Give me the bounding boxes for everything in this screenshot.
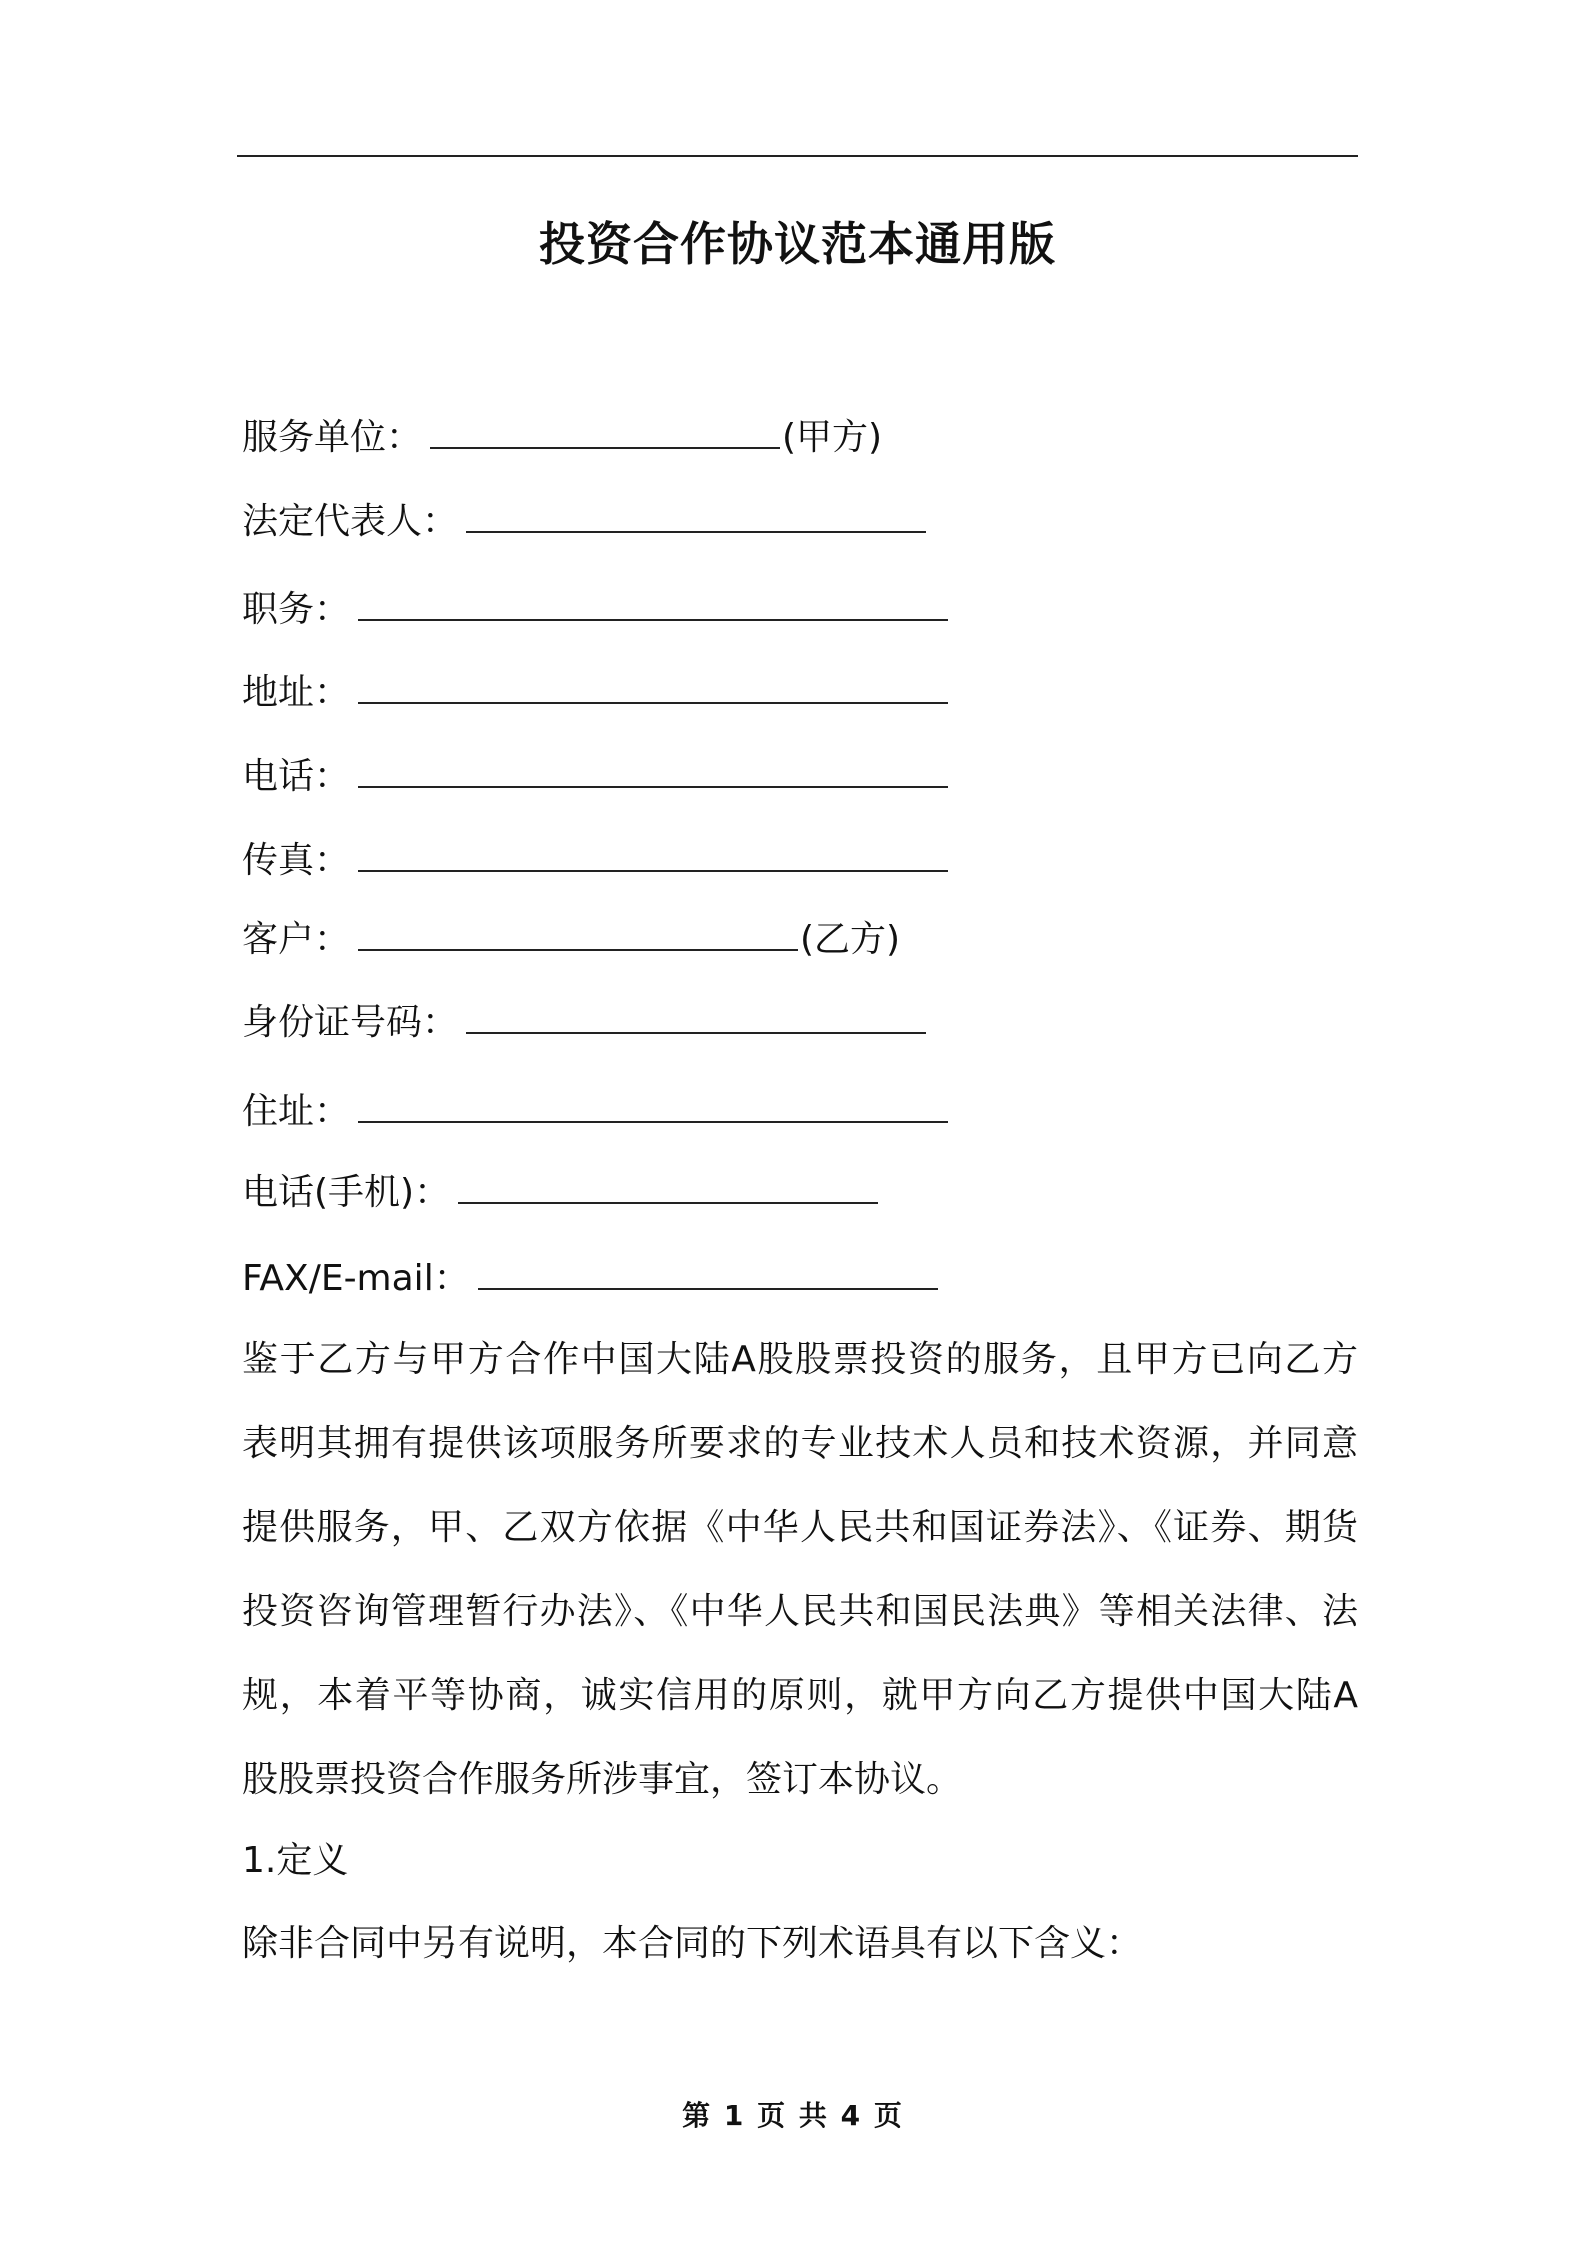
paragraph-line: 规，本着平等协商，诚实信用的原则，就甲方向乙方提供中国大陆A xyxy=(242,1675,1358,1716)
definition-intro: 除非合同中另有说明，本合同的下列术语具有以下含义： xyxy=(242,1923,1143,1964)
page-indicator: 第 1 页 共 4 页 xyxy=(682,2099,904,2132)
field-label: 服务单位： xyxy=(242,417,423,458)
field-residence xyxy=(242,1087,948,1137)
field-suffix: (甲方) xyxy=(782,417,883,458)
field-label: 住址： xyxy=(242,1091,351,1132)
blank-line[interactable] xyxy=(358,840,948,872)
field-label: 电话： xyxy=(242,756,351,797)
document-title: 投资合作协议范本通用版 xyxy=(539,217,1056,271)
field-legal-representative xyxy=(242,497,926,547)
field-label: 职务： xyxy=(242,589,351,630)
field-label: 传真： xyxy=(242,840,351,881)
blank-line[interactable] xyxy=(358,672,948,704)
paragraph-line: 表明其拥有提供该项服务所要求的专业技术人员和技术资源，并同意 xyxy=(242,1423,1358,1464)
field-label: 身份证号码： xyxy=(242,1002,459,1043)
paragraph-line: 鉴于乙方与甲方合作中国大陆A股股票投资的服务，且甲方已向乙方 xyxy=(242,1339,1358,1380)
field-label: 地址： xyxy=(242,672,351,713)
paragraph-line: 股股票投资合作服务所涉事宜，签订本协议。 xyxy=(242,1759,963,1800)
blank-line[interactable] xyxy=(466,501,926,533)
field-phone xyxy=(242,752,948,802)
field-mobile xyxy=(242,1168,878,1218)
blank-line[interactable] xyxy=(430,417,780,449)
preamble-paragraph xyxy=(242,1318,1358,1822)
field-label: 法定代表人： xyxy=(242,501,459,542)
field-position xyxy=(242,585,948,635)
field-label: 客户： xyxy=(242,919,351,960)
paragraph-line: 提供服务，甲、乙双方依据《中华人民共和国证券法》、《证券、期货 xyxy=(242,1507,1358,1548)
blank-line[interactable] xyxy=(358,919,798,951)
field-suffix: (乙方) xyxy=(800,919,901,960)
field-client xyxy=(242,915,900,965)
field-fax xyxy=(242,836,948,886)
section-heading: 1.定义 xyxy=(242,1840,349,1881)
blank-line[interactable] xyxy=(358,756,948,788)
blank-line[interactable] xyxy=(358,589,948,621)
blank-line[interactable] xyxy=(458,1172,878,1204)
field-fax-email xyxy=(242,1254,938,1304)
field-service-unit xyxy=(242,413,882,463)
header-rule xyxy=(237,155,1358,157)
blank-line[interactable] xyxy=(478,1258,938,1290)
field-id-number xyxy=(242,998,926,1048)
field-label: FAX/E-mail： xyxy=(242,1258,470,1299)
paragraph-line: 投资咨询管理暂行办法》、《中华人民共和国民法典》等相关法律、法 xyxy=(242,1591,1358,1632)
blank-line[interactable] xyxy=(358,1091,948,1123)
field-label: 电话(手机)： xyxy=(242,1172,451,1213)
blank-line[interactable] xyxy=(466,1002,926,1034)
field-address xyxy=(242,668,948,718)
